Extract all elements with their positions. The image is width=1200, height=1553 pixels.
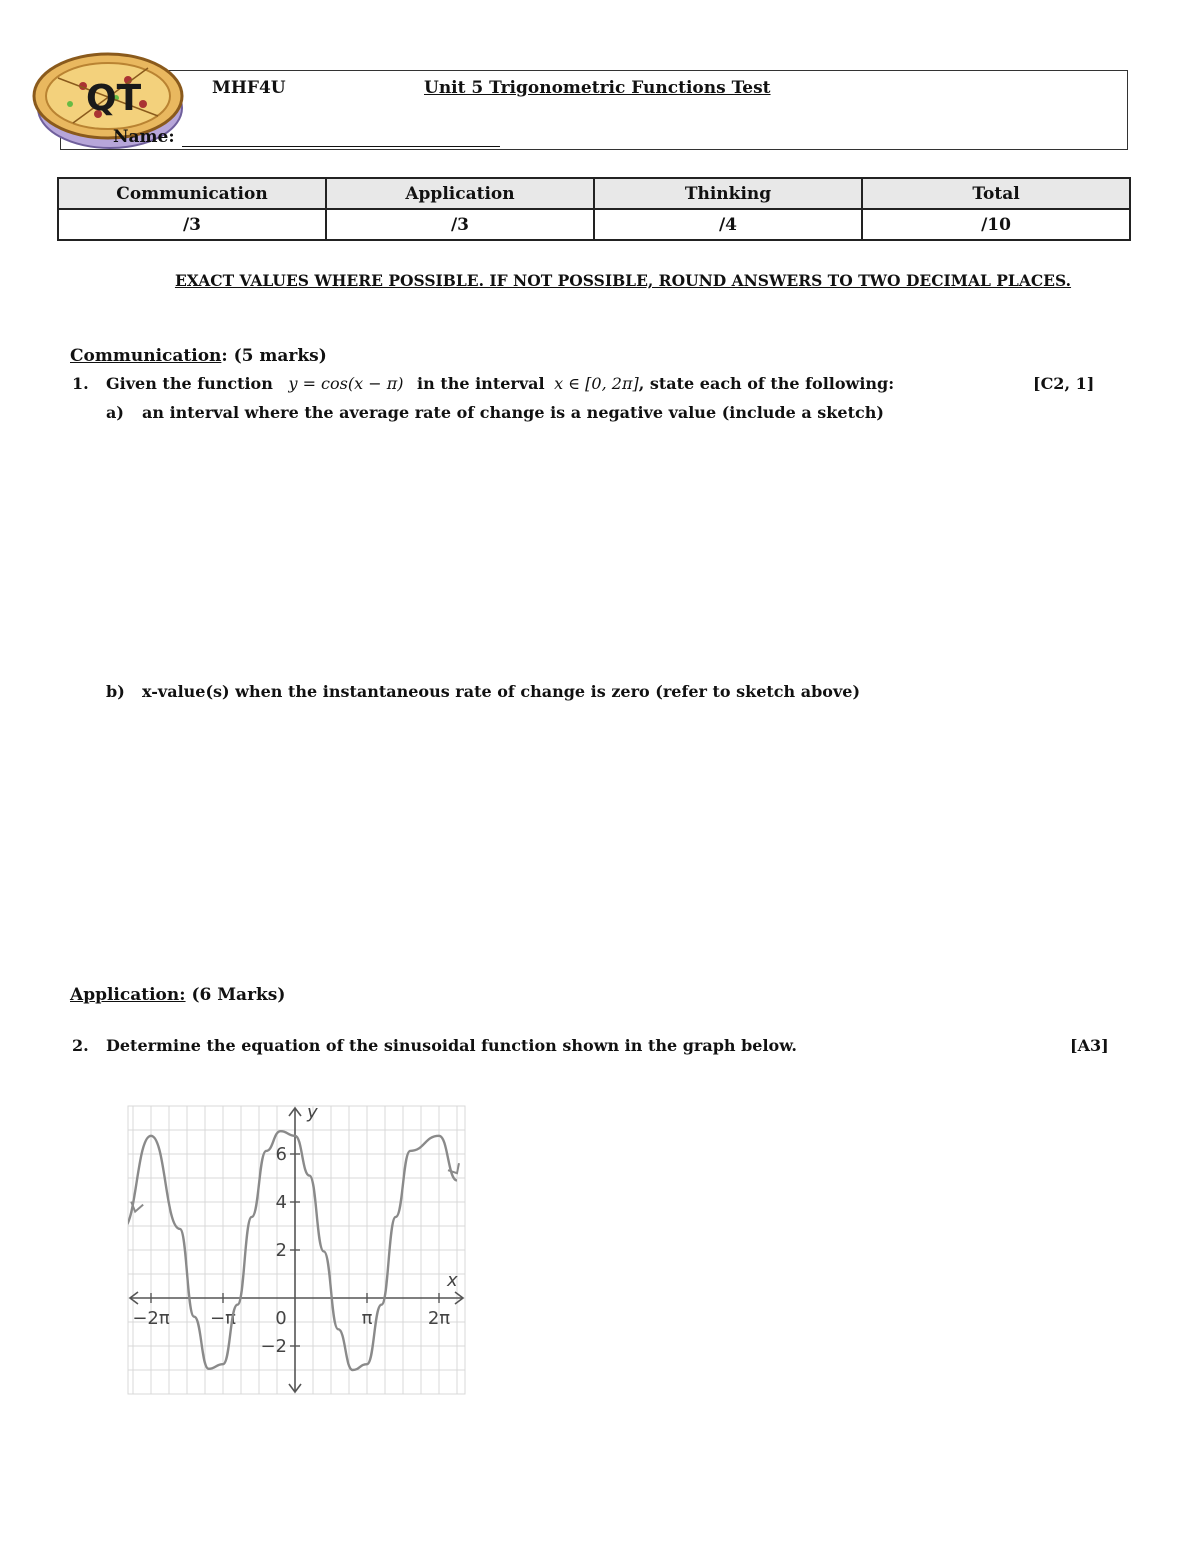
column-header-communication: Communication <box>58 178 326 209</box>
logo-text: QT <box>86 78 142 119</box>
application-marks: (6 Marks) <box>185 985 286 1005</box>
score-application: /3 <box>326 209 594 240</box>
test-title: Unit 5 Trigonometric Functions Test <box>424 78 771 98</box>
question-2-number: 2. <box>72 1036 89 1055</box>
x-axis-label: x <box>447 1270 458 1291</box>
question-1-equation: y = cos(x − π) <box>288 374 404 393</box>
question-1-code: [C2, 1] <box>1033 374 1095 393</box>
sinusoid-series-line <box>122 1131 457 1370</box>
course-code: MHF4U <box>212 78 286 98</box>
question-1a-text: an interval where the average rate of change is a negative value (include a sketch) <box>142 403 884 422</box>
question-1-text-after: , state each of the following: <box>638 374 895 393</box>
score-communication: /3 <box>58 209 326 240</box>
communication-heading <box>70 346 327 366</box>
score-thinking: /4 <box>594 209 862 240</box>
question-1b-label: b) <box>106 682 125 701</box>
y-tick-label: −2 <box>260 1336 287 1357</box>
application-heading-label: Application: <box>70 985 186 1005</box>
question-2-code: [A3] <box>1070 1036 1109 1055</box>
question-1-text-before: Given the function <box>106 374 273 393</box>
question-1-stem <box>106 374 894 393</box>
score-total: /10 <box>862 209 1130 240</box>
sinusoid-graph <box>120 1098 480 1402</box>
question-1-interval: x ∈ [0, 2π] <box>554 374 639 393</box>
rounding-instruction: EXACT VALUES WHERE POSSIBLE. IF NOT POSSIBLE, ROUND ANSWERS TO TWO DECIMAL PLACES. <box>174 271 1072 290</box>
name-label: Name: <box>113 127 175 147</box>
question-1-text-mid: in the interval <box>417 374 545 393</box>
y-tick-label: 4 <box>275 1192 287 1213</box>
marks-table <box>57 177 1131 241</box>
x-tick-label: π <box>361 1308 373 1329</box>
x-tick-label: 2π <box>427 1308 451 1329</box>
communication-marks: : (5 marks) <box>221 346 327 366</box>
graph-axes <box>130 1102 463 1392</box>
y-axis-label: y <box>307 1102 318 1123</box>
question-2-text: Determine the equation of the sinusoidal function shown in the graph below. <box>106 1036 797 1055</box>
communication-heading-label: Communication <box>70 346 222 366</box>
y-tick-label: 2 <box>275 1240 287 1261</box>
column-header-thinking: Thinking <box>594 178 862 209</box>
x-tick-label: −π <box>210 1308 236 1329</box>
name-field[interactable] <box>182 146 500 147</box>
column-header-total: Total <box>862 178 1130 209</box>
question-1a-label: a) <box>106 403 124 422</box>
x-tick-label: 0 <box>275 1308 287 1329</box>
application-heading <box>70 985 285 1005</box>
x-tick-label: −2π <box>132 1308 170 1329</box>
column-header-application: Application <box>326 178 594 209</box>
marks-table-header-row <box>58 178 1130 209</box>
question-1-number: 1. <box>72 374 89 393</box>
y-tick-label: 6 <box>275 1144 287 1165</box>
marks-table-score-row <box>58 209 1130 240</box>
question-1b-text: x-value(s) when the instantaneous rate of change is zero (refer to sketch above) <box>142 682 861 701</box>
